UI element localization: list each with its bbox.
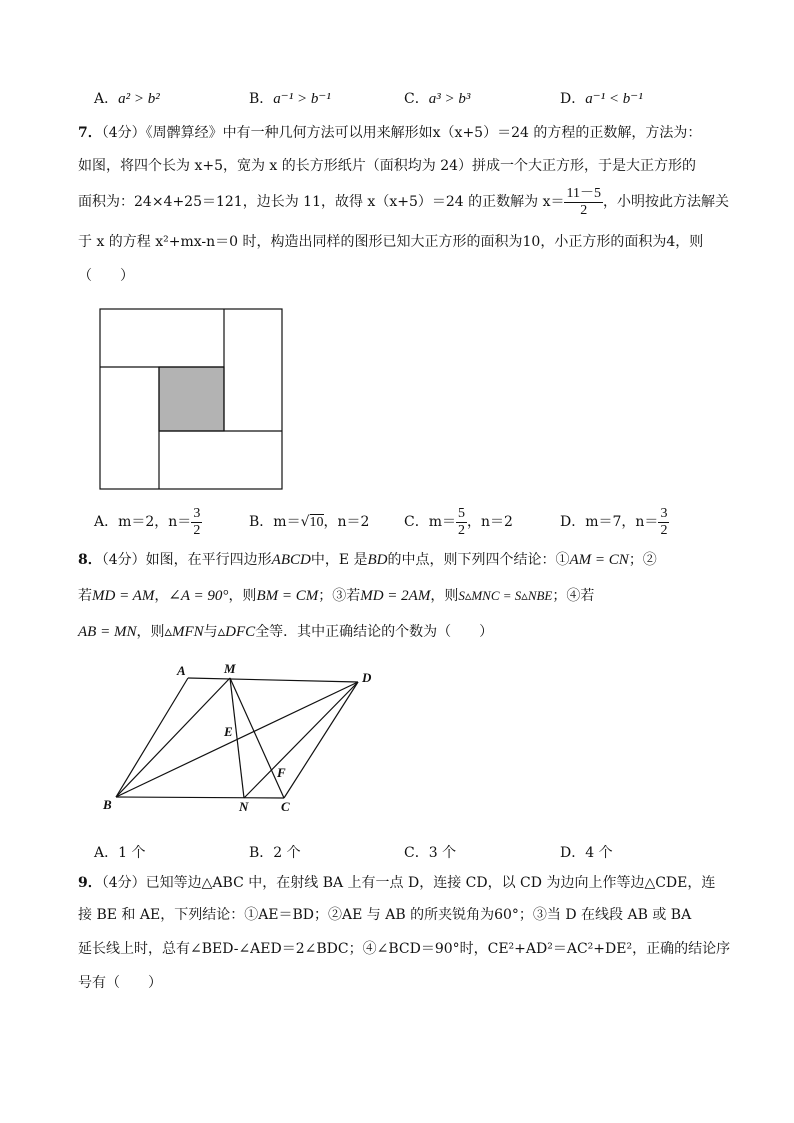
q8-line-1c: 的中点，则下列四个结论：① <box>387 552 570 568</box>
q7-option-b-sqrt: 10 <box>309 515 324 530</box>
q9-line-1 <box>78 873 715 893</box>
q7-option-b-tail: ，n＝2 <box>323 514 370 530</box>
q6-option-d-expr: a⁻¹ < b⁻¹ <box>585 91 643 107</box>
seg-nd <box>244 682 358 798</box>
q8-bd: BD <box>367 552 388 568</box>
q8-tri-mfn: ▵MFN <box>164 624 204 640</box>
q8-line-1b: 中，E 是 <box>310 552 368 568</box>
q8-md-am: MD = AM <box>92 588 155 604</box>
q7-option-a-num: 3 <box>193 505 201 521</box>
label-m: M <box>224 661 236 676</box>
q8-line-1 <box>78 550 657 570</box>
label-f: F <box>277 765 286 780</box>
q7-line-3 <box>78 184 729 220</box>
q8-abcd: ABCD <box>271 552 311 568</box>
q8-am-cn: AM = CN <box>569 552 629 568</box>
q7-option-a-den: 2 <box>193 522 201 538</box>
q7-option-d-label: D．m＝7，n＝ <box>560 514 659 530</box>
q8-option-c: C．3 个 <box>404 845 457 861</box>
q8-ab-mn: AB = MN <box>78 624 137 640</box>
q7-line-2: 如图，将四个长为 x+5，宽为 x 的长方形纸片（面积均为 24）拼成一个大正方形，于是大正方形的 <box>78 158 697 174</box>
q8-line-2e: ，则 <box>430 588 459 604</box>
q7-option-d-den: 2 <box>660 522 668 538</box>
q8-line-2c: ，则 <box>228 588 257 604</box>
q7-line-1 <box>78 123 701 143</box>
q8-option-a: A．1 个 <box>94 845 146 861</box>
q9-line-1-text: （4分）已知等边△ABC 中，在射线 BA 上有一点 D，连接 CD，以 CD 为边向上作等边△CDE，连 <box>101 875 716 891</box>
q7-line-3a: 面积为：24×4+25＝121，边长为 11，故得 x（x+5）＝24 的正数解为 x＝ <box>78 194 565 210</box>
q8-angle: ∠A = 90° <box>168 588 229 604</box>
q8-option-d: D．4 个 <box>560 845 613 861</box>
q6-option-d <box>560 88 643 108</box>
q7-square-figure <box>98 307 284 491</box>
q8-line-3a: ，则 <box>136 624 165 640</box>
q9-line-2: 接 BE 和 AE，下列结论：①AE＝BD；②AE 与 AB 的所夹锐角为60°；③当 D 在线段 AB 或 BA <box>78 907 692 923</box>
q7-fraction-den: 2 <box>580 202 588 218</box>
q8-md-2am: MD = 2AM <box>360 588 431 604</box>
label-d: D <box>362 670 372 685</box>
q7-line-5: （ ） <box>78 268 134 284</box>
q7-fraction <box>564 186 602 219</box>
edge-bc <box>116 797 284 798</box>
q8-bm-cm: BM = CM <box>256 588 319 604</box>
q8-tri-dfc: ▵DFC <box>217 624 256 640</box>
q7-option-b <box>249 504 369 541</box>
label-b: B <box>103 797 112 812</box>
q7-option-d-frac <box>658 506 669 539</box>
q7-option-c-frac <box>456 506 467 539</box>
q6-option-a-expr: a² > b² <box>118 91 160 107</box>
q7-option-c-num: 5 <box>458 505 465 521</box>
q7-option-a-frac <box>191 506 202 539</box>
q7-option-d-num: 3 <box>660 505 668 521</box>
q6-option-a <box>94 88 160 108</box>
sqrt-symbol: √ <box>300 514 310 530</box>
small-square <box>159 367 224 431</box>
q7-option-c <box>404 504 513 540</box>
q6-option-b <box>249 88 331 108</box>
label-a: A <box>177 663 186 678</box>
q8-line-2f: ；④若 <box>552 588 595 604</box>
label-c: C <box>281 799 290 814</box>
q6-option-a-label: A． <box>94 91 119 107</box>
q7-option-a <box>94 504 202 540</box>
seg-mc <box>230 678 284 798</box>
q7-option-a-label: A．m＝2，n＝ <box>94 514 192 530</box>
q8-option-b: B．2 个 <box>249 845 301 861</box>
q8-line-2a: 若 <box>78 588 92 604</box>
q6-option-c-label: C． <box>404 91 429 107</box>
q6-option-b-expr: a⁻¹ > b⁻¹ <box>273 91 331 107</box>
q8-line-3c: 全等．其中正确结论的个数为（ ） <box>255 624 494 640</box>
q7-number: 7． <box>78 125 102 141</box>
q7-option-c-tail: ，n＝2 <box>467 514 513 530</box>
q7-line-1-text: （4分）《周髀算经》中有一种几何方法可以用来解形如x（x+5）＝24 的方程的正数解，方法为： <box>101 125 702 141</box>
q8-line-3 <box>78 622 493 642</box>
q8-line-1d: ；② <box>628 552 657 568</box>
q8-line-2d: ；③若 <box>318 588 361 604</box>
seg-bm <box>116 678 230 797</box>
q7-option-c-den: 2 <box>458 522 465 538</box>
q8-parallelogram-figure <box>96 656 386 818</box>
q8-line-2 <box>78 586 594 606</box>
q9-line-4: 号有（ ） <box>78 975 162 991</box>
q6-option-b-label: B． <box>249 91 274 107</box>
q6-option-c-expr: a³ > b³ <box>428 91 471 107</box>
q7-line-4: 于 x 的方程 x²+mx-n＝0 时，构造出同样的图形已知大正方形的面积为10，小正方形的面积为4，则 <box>78 234 704 250</box>
label-e: E <box>224 724 233 739</box>
q7-fraction-num: 11－5 <box>566 185 601 201</box>
q7-option-c-label: C．m＝ <box>404 514 456 530</box>
q8-number: 8． <box>78 552 102 568</box>
q6-option-c <box>404 88 470 108</box>
q8-line-1a: （4分）如图，在平行四边形 <box>101 552 272 568</box>
q7-option-b-label: B．m＝ <box>249 514 301 530</box>
q8-line-3b: 与 <box>203 624 218 640</box>
label-n: N <box>239 799 249 814</box>
q9-number: 9． <box>78 875 102 891</box>
edge-ab <box>116 678 188 797</box>
q6-option-d-label: D． <box>560 91 586 107</box>
q8-area-eq: S▵MNC = S▵NBE <box>458 588 553 603</box>
q9-line-3: 延长线上时，总有∠BED-∠AED＝2∠BDC；④∠BCD＝90°时，CE²+AD²＝AC²+DE²，正确的结论序 <box>78 941 731 957</box>
q7-option-d <box>560 504 669 540</box>
q8-line-2b: ， <box>154 588 169 604</box>
q7-line-3b: ，小明按此方法解关 <box>602 194 729 210</box>
edge-ad <box>188 678 358 682</box>
